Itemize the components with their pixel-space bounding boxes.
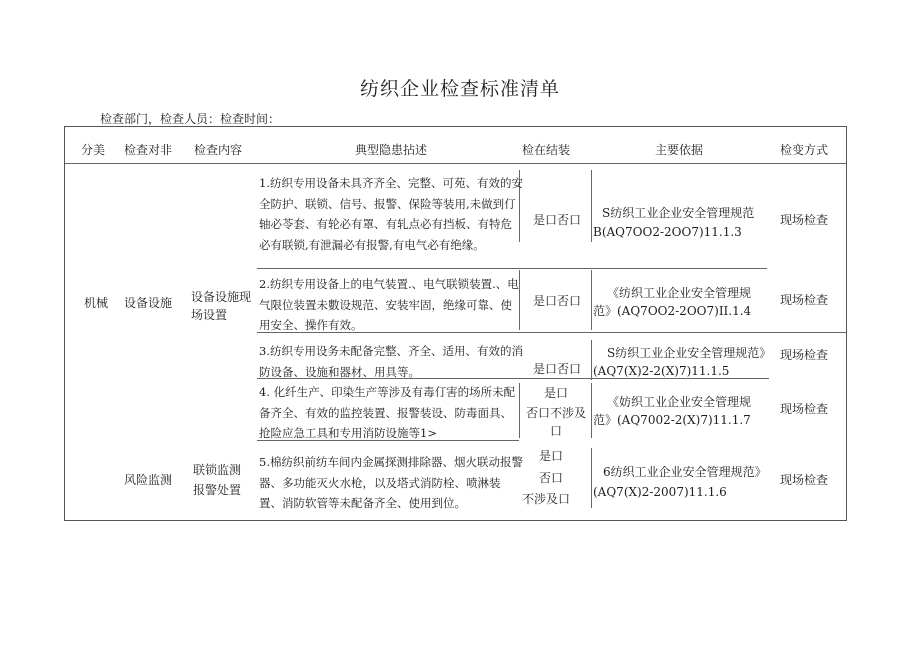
hazard-row-5: 5.棉纺织前纺车间内金属探测排除器、烟火联动报警器、多功能灭火水枪，以及塔式消防栓、喷淋装置、消防软管等未配备齐全、使用到位。: [259, 455, 523, 510]
row-divider: [257, 268, 767, 269]
basis-row-2-line-1: 《纺织工业企业安全管理规: [607, 286, 752, 300]
inspection-meta-line: 检查部门，检查人员：检查时间：: [100, 112, 281, 126]
content-equipment-cell: 设备设施现场设置: [191, 290, 252, 322]
basis-row-2-line-2: 范》(AQ7OO2-2OO7)II.1.4: [593, 304, 752, 318]
header-result: 检在结装: [522, 143, 571, 157]
method-row-2: 现场检查: [780, 293, 829, 307]
basis-row-4-line-1: 《妨织工业企业安全管理规: [607, 395, 752, 409]
content-risk-cell: 联锁监测报警处置: [193, 463, 242, 497]
hazard-row-4: 4. 化纤生产、印染生产等涉及有毒仃害的场所未配备齐全、有效的监控装置、报警装设、防毒面具、抢险应急工具和专用消防设施等1>: [259, 385, 516, 440]
hazard-row-3: 3.纺织专用设务未配备完整、齐全、适用、有效的消防设备、设施和器材、用具等。: [259, 344, 523, 379]
header-target: 检查对非: [124, 143, 173, 157]
header-content: 检查内容: [194, 143, 243, 157]
column-divider: [591, 448, 592, 508]
method-row-3: 现场检查: [780, 348, 829, 362]
column-divider: [591, 170, 592, 242]
method-row-1: 现场检查: [780, 213, 829, 227]
result-row-4-line-3: 口: [549, 424, 562, 438]
basis-row-1-line-1: S纺织工业企业安全管理规范: [602, 206, 755, 220]
column-divider: [591, 270, 592, 330]
basis-row-5-line-2: (AQ7(X)2-2007)11.1.6: [593, 485, 727, 499]
header-basis: 主要依据: [655, 143, 704, 157]
basis-row-3-line-2: (AQ7(X)2-2(X)7)11.1.5: [593, 364, 730, 378]
page-title: 纺织企业检查标准清单: [359, 78, 560, 100]
hazard-row-2: 2.纺织专用设备上的电气装置.、电气联锁装置.、电气限位装置未數设规范、安装牢固，绝缘可靠、使用安全、操作有效。: [259, 277, 519, 332]
target-equipment-cell: 设备设施: [124, 296, 173, 310]
method-row-4: 现场检查: [780, 402, 829, 416]
hazard-row-1: 1.纺织专用设备未具齐齐全、完整、可苑、有效的安全防护、联锁、信号、报警、保险等装用,未做到仃轴必苓套、有轮必有罩、有轧点必有挡板、有特危必有联锁,有泄漏必有报警,有电气必有绝缘。: [259, 176, 523, 252]
header-divider: [65, 163, 846, 164]
result-row-3: 是口否口: [533, 362, 582, 376]
result-row-2: 是口否口: [533, 294, 582, 308]
basis-row-1-line-2: B(AQ7OO2-2OO7)11.1.3: [593, 225, 742, 239]
result-row-5-line-2: 否口: [538, 471, 563, 485]
header-hazard: 典型隐患拈述: [355, 143, 428, 157]
column-divider: [591, 340, 592, 380]
result-row-4-line-2: 否口不涉及: [525, 406, 586, 420]
result-row-5-line-1: 是口: [538, 449, 563, 463]
category-cell: 机械: [84, 296, 109, 310]
header-method: 检变方式: [780, 143, 829, 157]
basis-row-3-line-1: S纺织工业企业安全管理规范》: [607, 346, 772, 360]
result-row-4-line-1: 是口: [543, 386, 568, 400]
result-row-5-line-3: 不涉及口: [521, 492, 570, 506]
method-row-5: 现场检查: [780, 473, 829, 487]
header-category: 分美: [81, 143, 106, 157]
result-row-1: 是口否口: [533, 213, 582, 227]
basis-row-5-line-1: 6纺织工业企业安全管理规范》: [603, 465, 767, 479]
target-risk-cell: 风险监测: [124, 473, 173, 487]
basis-row-4-line-2: 范》(AQ7002-2(X)7)11.1.7: [593, 413, 751, 427]
